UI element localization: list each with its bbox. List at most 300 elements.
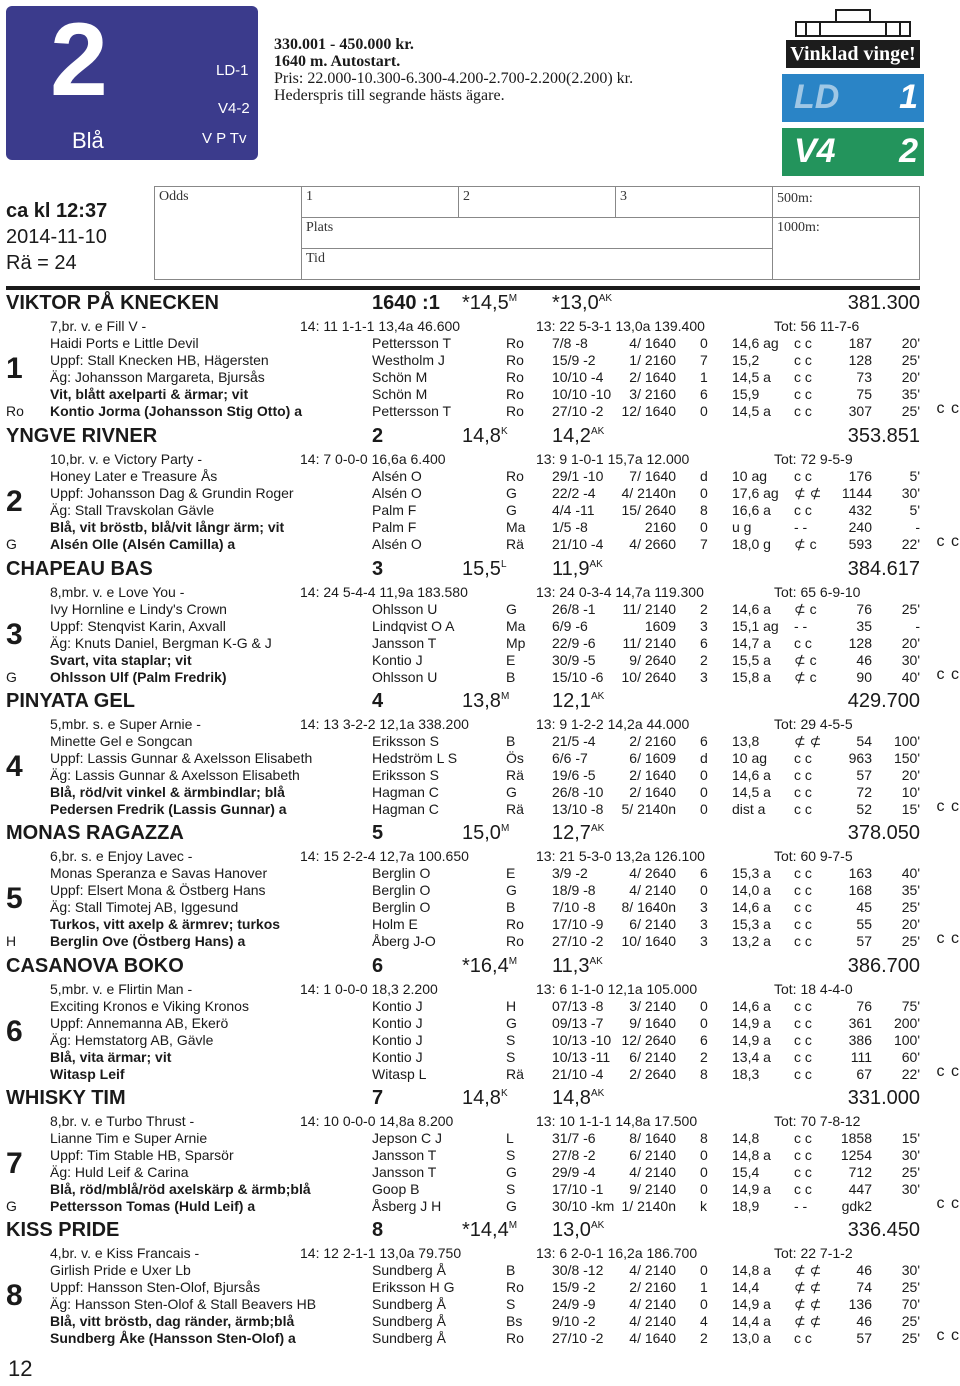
record-odds: 1144 — [841, 485, 872, 501]
record-odds: 74 — [856, 1279, 872, 1295]
record-post: 0 — [700, 485, 708, 501]
record-shoes: ⊄ c — [794, 669, 817, 685]
record-time: 13,8 — [732, 733, 760, 749]
v4-logo-text: V4 — [794, 132, 836, 170]
record-label: Blå, vita ärmar; vit — [50, 1049, 172, 1065]
horse-header — [0, 425, 960, 451]
record-prize: 30' — [901, 1181, 920, 1197]
record-track: Ro — [506, 1330, 524, 1346]
record-odds: 52 — [856, 801, 872, 817]
start-number: 1 — [6, 352, 23, 385]
record-track: G — [506, 784, 517, 800]
record-shoes: ⊄ ⊄ — [794, 733, 822, 749]
horse-info: 4,br. v. e Kiss Francais - — [50, 1245, 200, 1261]
horse-name: YNGVE RIVNER — [6, 425, 158, 447]
horse-info: 5,mbr. v. e Flirtin Man - — [50, 981, 193, 997]
horse-name: KISS PRIDE — [6, 1219, 120, 1241]
record-time: 14,4 — [732, 1279, 760, 1295]
horse-name: PINYATA GEL — [6, 690, 135, 712]
record-prize: 10' — [901, 784, 920, 800]
horse-info: 7,br. v. e Fill V - — [50, 318, 147, 334]
race-number-badge — [6, 2, 258, 160]
record-date: 30/9 -5 — [552, 652, 596, 668]
record-label: Blå, vitt bröstb, dag ränder, ärmb;blå — [50, 1313, 295, 1329]
horse-track: Ro — [6, 403, 24, 419]
horse-odds: $*14,5^M$ — [462, 292, 518, 314]
record-time: 15,9 — [732, 386, 760, 402]
record-prize: 70' — [901, 1296, 920, 1312]
record-prize: 30' — [901, 485, 920, 501]
record-post: d — [700, 750, 708, 766]
race-record-row — [0, 1313, 960, 1330]
record-post: 0 — [700, 519, 708, 535]
race-record-row — [0, 635, 960, 652]
record-time: 14,9 a — [732, 1296, 771, 1312]
record-post: 8 — [700, 1066, 708, 1082]
horse-info: 8,br. v. e Turbo Thrust - — [50, 1113, 195, 1129]
record-track: G — [506, 882, 517, 898]
record-place-distance: 1/ 2160 — [629, 352, 676, 368]
race-record-row — [0, 1147, 960, 1164]
record-shoes: ⊄ ⊄ — [794, 485, 822, 501]
horse-header — [0, 1219, 960, 1245]
shoe-marks: c c — [936, 930, 960, 947]
horse-header — [0, 1087, 960, 1113]
record-time: dist a — [732, 801, 766, 817]
record-track: Ro — [506, 386, 524, 402]
horse-earnings: 381.300 — [847, 292, 920, 314]
odds-table — [154, 186, 920, 280]
race-record-row — [0, 502, 960, 519]
record-shoes: c c — [794, 1181, 812, 1197]
record-date: 6/6 -7 — [552, 750, 588, 766]
horse-distance: 4 — [372, 690, 384, 712]
record-date: 21/5 -4 — [552, 733, 596, 749]
record-odds: 447 — [848, 1181, 872, 1197]
horse-track: H — [6, 933, 17, 949]
record-odds: 240 — [848, 519, 872, 535]
record-odds: 432 — [848, 502, 872, 518]
record-post: 8 — [700, 1130, 708, 1146]
horse-odds-ak: $13,0^{AK}$ — [552, 1219, 605, 1241]
horse-track: G — [6, 1198, 17, 1214]
horse-stats-row — [0, 716, 960, 733]
record-prize: 20' — [901, 369, 920, 385]
record-time: 14,6 a — [732, 767, 771, 783]
record-date: 30/8 -12 — [552, 1262, 604, 1278]
record-driver: Sundberg Å — [372, 1262, 446, 1278]
record-date: 6/9 -6 — [552, 618, 588, 634]
race-record-row — [0, 1330, 960, 1347]
race-record-row — [0, 669, 960, 686]
shoe-marks: c c — [936, 1327, 960, 1344]
record-date: 19/6 -5 — [552, 767, 596, 783]
race-record-row — [0, 352, 960, 369]
record-prize: 22' — [901, 536, 920, 552]
shoe-marks: c c — [936, 666, 960, 683]
stats-total: Tot: 72 9-5-9 — [774, 451, 853, 467]
prize-range: 330.001 - 450.000 kr. — [274, 36, 414, 53]
record-track: Rä — [506, 767, 524, 783]
record-date: 13/10 -8 — [552, 801, 604, 817]
horse-name: VIKTOR PÅ KNECKEN — [6, 292, 219, 314]
record-post: 0 — [700, 1015, 708, 1031]
start-number: 2 — [6, 485, 23, 518]
record-post: 0 — [700, 1147, 708, 1163]
record-label: Pettersson Tomas (Huld Leif) a — [50, 1198, 256, 1214]
record-shoes: c c — [794, 750, 812, 766]
record-odds: 57 — [856, 767, 872, 783]
vinklad-vinge-logo — [786, 6, 920, 68]
record-place-distance: 4/ 2140 — [629, 1262, 676, 1278]
record-track: Rä — [506, 1066, 524, 1082]
record-track: S — [506, 1049, 516, 1065]
record-odds: 168 — [848, 882, 872, 898]
record-time: 16,6 a — [732, 502, 771, 518]
record-date: 24/9 -9 — [552, 1296, 596, 1312]
record-post: 0 — [700, 784, 708, 800]
record-track: Ro — [506, 352, 524, 368]
horse-earnings: 331.000 — [847, 1087, 920, 1109]
stats-2013: 13: 6 2-0-1 16,2a 186.700 — [536, 1245, 698, 1261]
race-time-block — [6, 198, 107, 276]
record-driver: Sundberg Å — [372, 1330, 446, 1346]
record-label: Ohlsson Ulf (Palm Fredrik) — [50, 669, 227, 685]
stats-2013: 13: 9 1-0-1 15,7a 12.000 — [536, 451, 690, 467]
record-place-distance: 2/ 2160 — [629, 1279, 676, 1295]
record-time: 14,8 — [732, 1130, 760, 1146]
race-record-row — [0, 468, 960, 485]
record-place-distance: 6/ 1609 — [629, 750, 676, 766]
record-label: Uppf: Stall Knecken HB, Hägersten — [50, 352, 269, 368]
record-track: Ro — [506, 916, 524, 932]
building-icon — [786, 6, 920, 40]
record-place-distance: 4/ 2660 — [629, 536, 676, 552]
record-time: u g — [732, 519, 752, 535]
race-record-row — [0, 335, 960, 352]
stats-2014: 14: 12 2-1-1 13,0a 79.750 — [300, 1245, 462, 1261]
record-driver: Palm F — [372, 519, 417, 535]
record-prize: 25' — [901, 352, 920, 368]
record-time: 14,4 a — [732, 1313, 771, 1329]
record-track: Ro — [506, 1279, 524, 1295]
horse-earnings: 378.050 — [847, 822, 920, 844]
horse-header — [0, 292, 960, 318]
race-record-row — [0, 899, 960, 916]
record-prize: - — [915, 519, 920, 535]
record-time: 15,2 — [732, 352, 760, 368]
record-prize: 200' — [893, 1015, 920, 1031]
record-prize: 100' — [893, 1032, 920, 1048]
record-driver: Åberg J-O — [372, 933, 436, 949]
record-driver: Jansson T — [372, 635, 437, 651]
record-shoes: c c — [794, 899, 812, 915]
record-odds: 90 — [856, 669, 872, 685]
record-odds: 45 — [856, 899, 872, 915]
horse-stats-row — [0, 1113, 960, 1130]
horse-distance: 1640 :1 — [372, 292, 440, 314]
race-record-row — [0, 882, 960, 899]
record-shoes: c c — [794, 916, 812, 932]
horse-odds-ak: $*13,0^{AK}$ — [552, 292, 613, 314]
record-label: Äg: Johansson Margareta, Bjursås — [50, 369, 265, 385]
record-place-distance: 2160 — [644, 519, 676, 535]
record-prize: 25' — [901, 933, 920, 949]
record-shoes: c c — [794, 369, 812, 385]
race-record-row — [0, 1296, 960, 1313]
record-post: 0 — [700, 767, 708, 783]
record-time: 14,6 a — [732, 601, 771, 617]
record-post: 0 — [700, 1296, 708, 1312]
record-time: 18,0 g — [732, 536, 771, 552]
horse-distance: 8 — [372, 1219, 384, 1241]
record-date: 17/10 -9 — [552, 916, 604, 932]
record-shoes: c c — [794, 403, 812, 419]
record-label: Äg: Huld Leif & Carina — [50, 1164, 189, 1180]
race-record-row — [0, 801, 960, 818]
record-place-distance: 4/ 2140 — [629, 1313, 676, 1329]
record-prize: 5' — [909, 502, 920, 518]
record-odds: 54 — [856, 733, 872, 749]
record-post: 6 — [700, 1032, 708, 1048]
record-odds: 72 — [856, 784, 872, 800]
record-time: 14,5 a — [732, 403, 771, 419]
stats-2014: 14: 11 1-1-1 13,4a 46.600 — [300, 318, 461, 334]
m1000: 1000m: — [773, 218, 920, 280]
race-record-row — [0, 386, 960, 403]
record-shoes: c c — [794, 784, 812, 800]
record-prize: 35' — [901, 882, 920, 898]
record-driver: Alsén O — [372, 536, 422, 552]
start-number: 4 — [6, 750, 23, 783]
record-place-distance: 2/ 1640 — [629, 369, 676, 385]
record-label: Blå, röd/mblå/röd axelskärp & ärmb;blå — [50, 1181, 311, 1197]
record-label: Äg: Hansson Sten-Olof & Stall Beavers HB — [50, 1296, 317, 1312]
record-odds: 163 — [848, 865, 872, 881]
record-place-distance: 4/ 2140 — [629, 882, 676, 898]
record-odds: 307 — [848, 403, 872, 419]
horse-distance: 2 — [372, 425, 384, 447]
race-record-row — [0, 998, 960, 1015]
record-time: 14,6 ag — [732, 335, 779, 351]
record-label: Haidi Ports e Little Devil — [50, 335, 199, 351]
record-place-distance: 10/ 2640 — [621, 669, 676, 685]
record-track: B — [506, 899, 516, 915]
stats-2014: 14: 24 5-4-4 11,9a 183.580 — [300, 584, 468, 600]
horse-entry — [0, 1219, 960, 1347]
record-shoes: - - — [794, 519, 808, 535]
record-track: G — [506, 601, 517, 617]
record-odds: 35 — [856, 618, 872, 634]
record-time: 10 ag — [732, 468, 768, 484]
record-driver: Westholm J — [372, 352, 445, 368]
record-place-distance: 2/ 1640 — [629, 767, 676, 783]
record-post: 2 — [700, 601, 708, 617]
record-driver: Sundberg Å — [372, 1313, 446, 1329]
record-date: 27/10 -2 — [552, 933, 604, 949]
horse-earnings: 336.450 — [847, 1219, 920, 1241]
record-time: 15,3 a — [732, 865, 771, 881]
stats-total: Tot: 18 4-4-0 — [774, 981, 853, 997]
horse-entry — [0, 822, 960, 950]
record-track: G — [506, 1164, 517, 1180]
header-divider — [6, 286, 920, 290]
record-post: 2 — [700, 1330, 708, 1346]
shoe-marks: c c — [936, 400, 960, 417]
record-place-distance: 4/ 2140 — [629, 1164, 676, 1180]
record-odds: 593 — [848, 536, 872, 552]
record-driver: Jepson C J — [372, 1130, 443, 1146]
horse-distance: 6 — [372, 955, 384, 977]
record-shoes: c c — [794, 502, 812, 518]
record-date: 31/7 -6 — [552, 1130, 596, 1146]
record-prize: 30' — [901, 1262, 920, 1278]
race-record-row — [0, 1279, 960, 1296]
race-record-row — [0, 652, 960, 669]
record-driver: Kontio J — [372, 1032, 423, 1048]
record-post: 3 — [700, 669, 708, 685]
record-label: Uppf: Stenqvist Karin, Axvall — [50, 618, 226, 634]
record-post: 1 — [700, 369, 708, 385]
record-track: Ro — [506, 468, 524, 484]
stats-total: Tot: 22 7-1-2 — [774, 1245, 853, 1261]
stats-2013: 13: 22 5-3-1 13,0a 139.400 — [536, 318, 705, 334]
record-prize: 25' — [901, 1330, 920, 1346]
record-track: Ma — [506, 618, 526, 634]
record-track: G — [506, 1198, 517, 1214]
record-track: S — [506, 1181, 516, 1197]
record-label: Svart, vita staplar; vit — [50, 652, 192, 668]
horse-distance: 5 — [372, 822, 384, 844]
record-shoes: c c — [794, 1164, 812, 1180]
record-shoes: ⊄ c — [794, 652, 817, 668]
record-label: Uppf: Annemanna AB, Ekerö — [50, 1015, 229, 1031]
record-shoes: c c — [794, 882, 812, 898]
race-record-row — [0, 519, 960, 536]
record-shoes: c c — [794, 1032, 812, 1048]
stats-total: Tot: 60 9-7-5 — [774, 848, 853, 864]
race-record-row — [0, 485, 960, 502]
record-time: 15,4 — [732, 1164, 760, 1180]
record-odds: 76 — [856, 601, 872, 617]
record-label: Girlish Pride e Uxer Lb — [50, 1262, 191, 1278]
record-date: 17/10 -1 — [552, 1181, 604, 1197]
record-driver: Alsén O — [372, 485, 422, 501]
record-label: Blå, röd/vit vinkel & ärmbindlar; blå — [50, 784, 285, 800]
record-post: 0 — [700, 801, 708, 817]
col-2: 2 — [459, 187, 616, 218]
record-post: 3 — [700, 916, 708, 932]
record-place-distance: 3/ 2140 — [629, 998, 676, 1014]
record-post: 3 — [700, 618, 708, 634]
horse-entry — [0, 292, 960, 420]
race-record-row — [0, 784, 960, 801]
record-place-distance: 11/ 2140 — [622, 635, 676, 651]
race-record-row — [0, 1164, 960, 1181]
record-driver: Kontio J — [372, 998, 423, 1014]
record-time: 15,3 a — [732, 916, 771, 932]
record-place-distance: 7/ 1640 — [629, 468, 676, 484]
record-label: Alsén Olle (Alsén Camilla) a — [50, 536, 236, 552]
horse-entry — [0, 558, 960, 686]
record-post: 6 — [700, 635, 708, 651]
record-post: 8 — [700, 502, 708, 518]
race-record-row — [0, 1049, 960, 1066]
record-shoes: c c — [794, 352, 812, 368]
v4-logo-number: 2 — [899, 132, 918, 170]
record-track: G — [506, 1015, 517, 1031]
record-date: 15/9 -2 — [552, 352, 596, 368]
record-post: 0 — [700, 998, 708, 1014]
record-track: Mp — [506, 635, 526, 651]
horse-odds-ak: $12,7^{AK}$ — [552, 822, 605, 844]
record-shoes: ⊄ c — [794, 536, 817, 552]
race-ra: Rä = 24 — [6, 252, 77, 274]
race-record-row — [0, 1262, 960, 1279]
record-shoes: c c — [794, 865, 812, 881]
race-time: ca kl 12:37 — [6, 200, 108, 222]
record-prize: 15' — [901, 801, 920, 817]
record-driver: Palm F — [372, 502, 417, 518]
record-driver: Pettersson T — [372, 335, 452, 351]
horse-name: WHISKY TIM — [6, 1087, 126, 1109]
record-driver: Hedström L S — [372, 750, 458, 766]
race-record-row — [0, 369, 960, 386]
record-post: 7 — [700, 352, 708, 368]
ld-logo — [782, 74, 924, 122]
record-time: 15,1 ag — [732, 618, 779, 634]
record-post: 6 — [700, 386, 708, 402]
horse-stats-row — [0, 1245, 960, 1262]
record-place-distance: 10/ 1640 — [621, 933, 676, 949]
horse-header — [0, 822, 960, 848]
race-number: 2 — [50, 2, 108, 118]
horse-stats-row — [0, 451, 960, 468]
record-driver: Schön M — [372, 386, 428, 402]
record-track: L — [506, 1130, 514, 1146]
record-place-distance: 4/ 1640 — [629, 335, 676, 351]
horse-stats-row — [0, 318, 960, 335]
record-post: 0 — [700, 1181, 708, 1197]
race-info — [274, 36, 633, 104]
record-label: Witasp Leif — [50, 1066, 125, 1082]
record-place-distance: 6/ 2140 — [629, 916, 676, 932]
record-track: Ro — [506, 335, 524, 351]
record-prize: 40' — [901, 669, 920, 685]
record-odds: 46 — [856, 1313, 872, 1329]
horse-odds: $15,5^L$ — [462, 558, 507, 580]
record-driver: Kontio J — [372, 1015, 423, 1031]
race-record-row — [0, 933, 960, 950]
ld-logo-text: LD — [794, 78, 840, 116]
record-label: Uppf: Johansson Dag & Grundin Roger — [50, 485, 294, 501]
record-driver: Jansson T — [372, 1164, 437, 1180]
race-record-row — [0, 601, 960, 618]
horse-distance: 3 — [372, 558, 384, 580]
record-shoes: ⊄ ⊄ — [794, 1262, 822, 1278]
record-shoes: ⊄ ⊄ — [794, 1313, 822, 1329]
record-place-distance: 8/ 1640 — [629, 1130, 676, 1146]
record-label: Äg: Stall Travskolan Gävle — [50, 502, 215, 518]
record-date: 7/10 -8 — [552, 899, 596, 915]
record-odds: 111 — [850, 1049, 872, 1065]
record-prize: 15' — [901, 1130, 920, 1146]
record-post: 0 — [700, 1262, 708, 1278]
record-time: 13,0 a — [732, 1330, 771, 1346]
record-driver: Pettersson T — [372, 403, 452, 419]
record-date: 21/10 -4 — [552, 536, 604, 552]
stats-2013: 13: 21 5-3-0 13,2a 126.100 — [536, 848, 705, 864]
